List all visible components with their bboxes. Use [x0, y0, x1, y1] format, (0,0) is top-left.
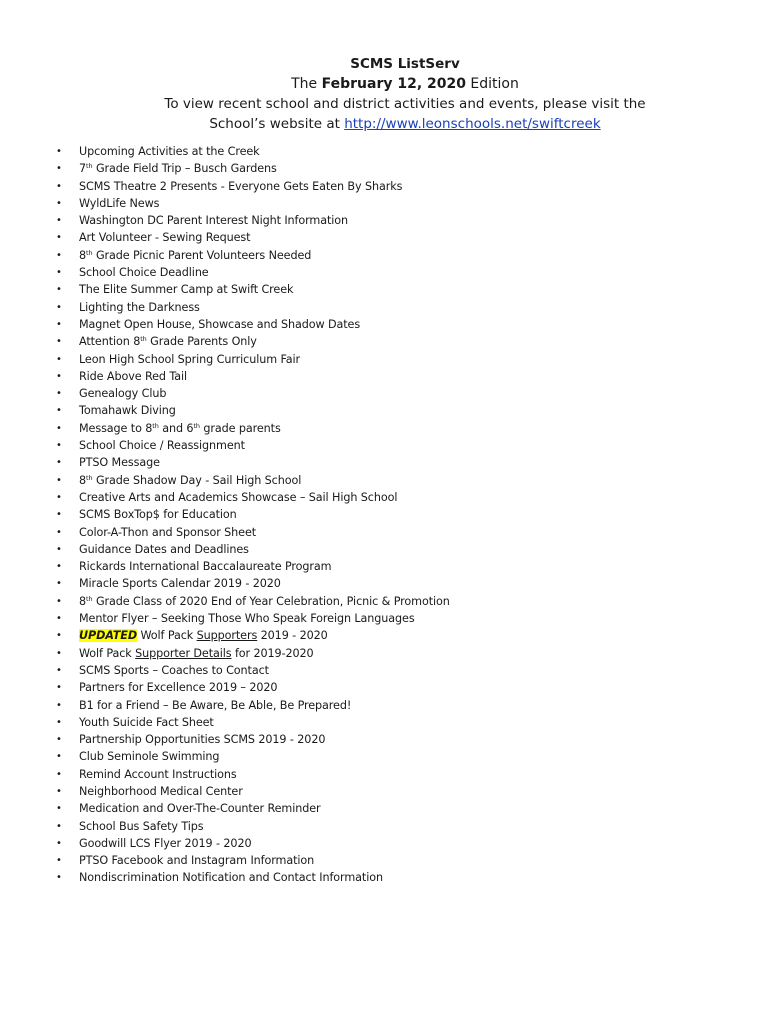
bullet-icon: • [56, 872, 62, 884]
ordinal-suffix: th [193, 421, 200, 430]
edition-date: February 12, 2020 [321, 76, 466, 92]
bullet-icon: • [56, 163, 62, 175]
item-text: WyldLife News [79, 196, 160, 210]
item-text: and 6 [158, 421, 194, 435]
bullet-icon: • [56, 682, 62, 694]
list-item[interactable] [56, 731, 450, 748]
bullet-icon: • [56, 561, 62, 573]
listserv-header [0, 54, 770, 134]
list-item-label [79, 577, 281, 590]
bullet-icon: • [56, 370, 62, 382]
item-text: Ride Above Red Tail [79, 369, 188, 383]
list-item[interactable] [56, 748, 450, 765]
item-text: The Elite Summer Camp at Swift Creek [79, 283, 294, 297]
list-item[interactable] [56, 818, 450, 835]
bullet-icon: • [56, 249, 62, 261]
list-item-label [79, 820, 204, 833]
bullet-icon: • [56, 267, 62, 279]
bullet-icon: • [56, 422, 62, 434]
ordinal-suffix: th [86, 594, 93, 603]
bullet-icon: • [56, 543, 62, 555]
list-item-label [79, 854, 314, 867]
list-item-label [79, 595, 450, 608]
list-item-label [79, 491, 397, 504]
underlined-link[interactable]: Supporters [196, 629, 258, 643]
bullet-icon: • [56, 215, 62, 227]
item-text: PTSO Message [79, 456, 160, 470]
list-item-label [79, 422, 281, 435]
list-item[interactable] [56, 351, 450, 368]
list-item-label [79, 301, 200, 314]
list-item[interactable] [56, 697, 450, 714]
item-text: Upcoming Activities at the Creek [79, 145, 260, 158]
list-item[interactable] [56, 420, 450, 437]
updated-badge: UPDATED [79, 629, 138, 643]
item-text: Wolf Pack [137, 629, 197, 643]
list-item[interactable] [56, 437, 450, 454]
list-item[interactable] [56, 195, 450, 212]
bullet-icon: • [56, 630, 62, 642]
edition-prefix: The [291, 76, 322, 92]
list-item-label [79, 283, 293, 296]
item-text: Partnership Opportunities SCMS 2019 - 2020 [79, 733, 326, 747]
item-text: Mentor Flyer – Seeking Those Who Speak Foreign Languages [79, 612, 415, 626]
list-item-label [79, 318, 360, 331]
item-text: Tomahawk Diving [79, 404, 176, 418]
list-item[interactable] [56, 316, 450, 333]
list-item[interactable] [56, 783, 450, 800]
item-text: Creative Arts and Academics Showcase – Sail High School [79, 490, 398, 504]
list-item-label [79, 456, 160, 469]
item-text: Youth Suicide Fact Sheet [79, 715, 214, 729]
list-item[interactable] [56, 541, 450, 558]
list-item[interactable] [56, 333, 450, 350]
list-item[interactable] [56, 800, 450, 817]
list-item-label [79, 699, 351, 712]
ordinal-suffix: th [86, 162, 93, 171]
item-text: Art Volunteer - Sewing Request [79, 231, 251, 245]
underlined-link[interactable]: Supporter Details [135, 646, 232, 660]
edition-suffix: Edition [465, 76, 519, 92]
item-text: for 2019-2020 [231, 646, 314, 660]
website-line [0, 114, 770, 134]
list-item-label [79, 439, 245, 452]
item-text: Grade Parents Only [146, 335, 257, 349]
item-text: B1 for a Friend – Be Aware, Be Able, Be Prepared! [79, 698, 352, 712]
item-text: 2019 - 2020 [257, 629, 328, 643]
bullet-icon: • [56, 647, 62, 659]
item-text: Attention 8 [79, 335, 141, 349]
list-item[interactable] [56, 662, 450, 679]
list-item-label [79, 612, 415, 625]
list-item[interactable] [56, 852, 450, 869]
bullet-icon: • [56, 336, 62, 348]
list-item[interactable] [56, 472, 450, 489]
list-item[interactable] [56, 281, 450, 298]
bullet-icon: • [56, 526, 62, 538]
bullet-icon: • [56, 803, 62, 815]
item-text: Color-A-Thon and Sponsor Sheet [79, 525, 257, 539]
list-item-label [79, 716, 214, 729]
list-item[interactable] [56, 835, 450, 852]
list-item-label [79, 871, 383, 884]
list-item-label [79, 733, 325, 746]
list-item[interactable] [56, 869, 450, 886]
list-item-label [79, 664, 269, 677]
item-text: 7 [79, 162, 87, 176]
bullet-icon: • [56, 820, 62, 832]
list-item[interactable] [56, 506, 450, 523]
item-text: Medication and Over-The-Counter Reminder [79, 802, 321, 816]
ordinal-suffix: th [152, 421, 159, 430]
item-text: Nondiscrimination Notification and Contact Information [79, 871, 383, 885]
item-text: SCMS Sports – Coaches to Contact [79, 663, 269, 677]
list-item-label [79, 197, 159, 210]
list-item[interactable] [56, 645, 450, 662]
list-item-label [79, 162, 277, 175]
list-item[interactable] [56, 402, 450, 419]
list-item[interactable] [56, 524, 450, 541]
item-text: 8 [79, 248, 87, 262]
list-item[interactable] [56, 593, 450, 610]
list-item-label [79, 543, 249, 556]
list-item-label [79, 266, 209, 279]
item-text: School Bus Safety Tips [79, 819, 204, 833]
list-item-label [79, 785, 243, 798]
list-item[interactable] [56, 627, 450, 644]
bullet-icon: • [56, 146, 62, 157]
list-item[interactable] [56, 264, 450, 281]
list-item[interactable] [56, 385, 450, 402]
bullet-icon: • [56, 440, 62, 452]
list-item-label [79, 802, 320, 815]
item-text: Club Seminole Swimming [79, 750, 220, 764]
bullet-icon: • [56, 734, 62, 746]
item-text: Miracle Sports Calendar 2019 - 2020 [79, 577, 281, 591]
list-item-label [79, 526, 256, 539]
item-text: School Choice / Reassignment [79, 439, 245, 453]
bullet-icon: • [56, 318, 62, 330]
item-text: Grade Picnic Parent Volunteers Needed [92, 248, 312, 262]
item-text: Wolf Pack [79, 646, 136, 660]
list-item-label [79, 231, 250, 244]
item-text: Partners for Excellence 2019 – 2020 [79, 681, 278, 695]
bullet-icon: • [56, 509, 62, 521]
item-text: grade parents [199, 421, 281, 435]
bullet-icon: • [56, 699, 62, 711]
list-item[interactable] [56, 368, 450, 385]
bullet-icon: • [56, 595, 62, 607]
item-text: Washington DC Parent Interest Night Information [79, 214, 348, 228]
list-item[interactable] [56, 679, 450, 696]
item-text: Rickards International Baccalaureate Program [79, 560, 332, 574]
list-item-label [79, 768, 237, 781]
list-item-label [79, 837, 252, 850]
bullet-icon: • [56, 301, 62, 313]
item-text: PTSO Facebook and Instagram Information [79, 854, 315, 868]
bullet-icon: • [56, 388, 62, 400]
item-text: Magnet Open House, Showcase and Shadow Dates [79, 317, 361, 331]
list-item[interactable] [56, 489, 450, 506]
bullet-icon: • [56, 197, 62, 209]
list-item-label [79, 370, 187, 383]
item-text: SCMS BoxTop$ for Education [79, 508, 237, 522]
item-text: Grade Class of 2020 End of Year Celebration, Picnic & Promotion [92, 594, 450, 608]
list-item-label [79, 750, 219, 763]
item-text: Grade Shadow Day - Sail High School [92, 473, 302, 487]
item-text: 8 [79, 473, 87, 487]
list-item[interactable] [56, 229, 450, 246]
list-item-label [79, 249, 311, 262]
bullet-icon: • [56, 664, 62, 676]
ordinal-suffix: th [140, 335, 147, 344]
list-item[interactable] [56, 454, 450, 471]
bullet-icon: • [56, 768, 62, 780]
bullet-icon: • [56, 785, 62, 797]
bullet-icon: • [56, 855, 62, 867]
list-item[interactable] [56, 610, 450, 627]
item-text: Neighborhood Medical Center [79, 784, 243, 798]
bullet-icon: • [56, 578, 62, 590]
edition-line [0, 74, 770, 94]
list-item-label [79, 629, 328, 642]
list-item[interactable] [56, 247, 450, 264]
list-item-label [79, 681, 277, 694]
list-item[interactable] [56, 558, 450, 575]
bullet-icon: • [56, 457, 62, 469]
item-text: School Choice Deadline [79, 266, 209, 280]
bullet-icon: • [56, 405, 62, 417]
bullet-icon: • [56, 613, 62, 625]
list-item[interactable] [56, 714, 450, 731]
list-item-label [79, 214, 348, 227]
item-text: Goodwill LCS Flyer 2019 - 2020 [79, 836, 252, 850]
bullet-icon: • [56, 716, 62, 728]
page-title: SCMS ListServ [350, 56, 460, 72]
list-item[interactable] [56, 212, 450, 229]
bullet-icon: • [56, 474, 62, 486]
bullet-icon: • [56, 232, 62, 244]
item-text: Lighting the Darkness [79, 300, 200, 314]
list-item-label [79, 474, 301, 487]
list-item[interactable] [56, 575, 450, 592]
bullet-icon: • [56, 284, 62, 296]
bullet-icon: • [56, 353, 62, 365]
list-item-label [79, 560, 331, 573]
item-text: SCMS Theatre 2 Presents - Everyone Gets Eaten By Sharks [79, 179, 403, 193]
item-text: 8 [79, 594, 87, 608]
bullet-icon: • [56, 751, 62, 763]
item-text: Remind Account Instructions [79, 767, 237, 781]
list-item[interactable] [56, 160, 450, 177]
list-item[interactable] [56, 299, 450, 316]
list-item-label [79, 180, 402, 193]
item-text: Guidance Dates and Deadlines [79, 542, 249, 556]
bullet-icon: • [56, 837, 62, 849]
list-item[interactable] [56, 178, 450, 195]
list-item[interactable] [56, 766, 450, 783]
list-item-label [79, 387, 166, 400]
ordinal-suffix: th [86, 473, 93, 482]
list-item-label [79, 508, 237, 521]
ordinal-suffix: th [86, 248, 93, 257]
visit-instructions: To view recent school and district activities and events, please visit the [164, 96, 646, 112]
list-item-label [79, 335, 257, 348]
item-text: Message to 8 [79, 421, 153, 435]
website-prefix: School’s website at [209, 116, 345, 132]
school-website-link[interactable]: http://www.leonschools.net/swiftcreek [344, 116, 601, 132]
bullet-icon: • [56, 491, 62, 503]
item-text: Genealogy Club [79, 387, 167, 401]
item-text: Grade Field Trip – Busch Gardens [92, 162, 277, 176]
item-text: Leon High School Spring Curriculum Fair [79, 352, 301, 366]
list-item-label [79, 404, 176, 417]
list-item[interactable] [56, 143, 450, 160]
list-item-label [79, 647, 314, 660]
list-item-label [79, 145, 260, 158]
newsletter-item-list [56, 143, 450, 887]
list-item-label [79, 353, 300, 366]
bullet-icon: • [56, 180, 62, 192]
